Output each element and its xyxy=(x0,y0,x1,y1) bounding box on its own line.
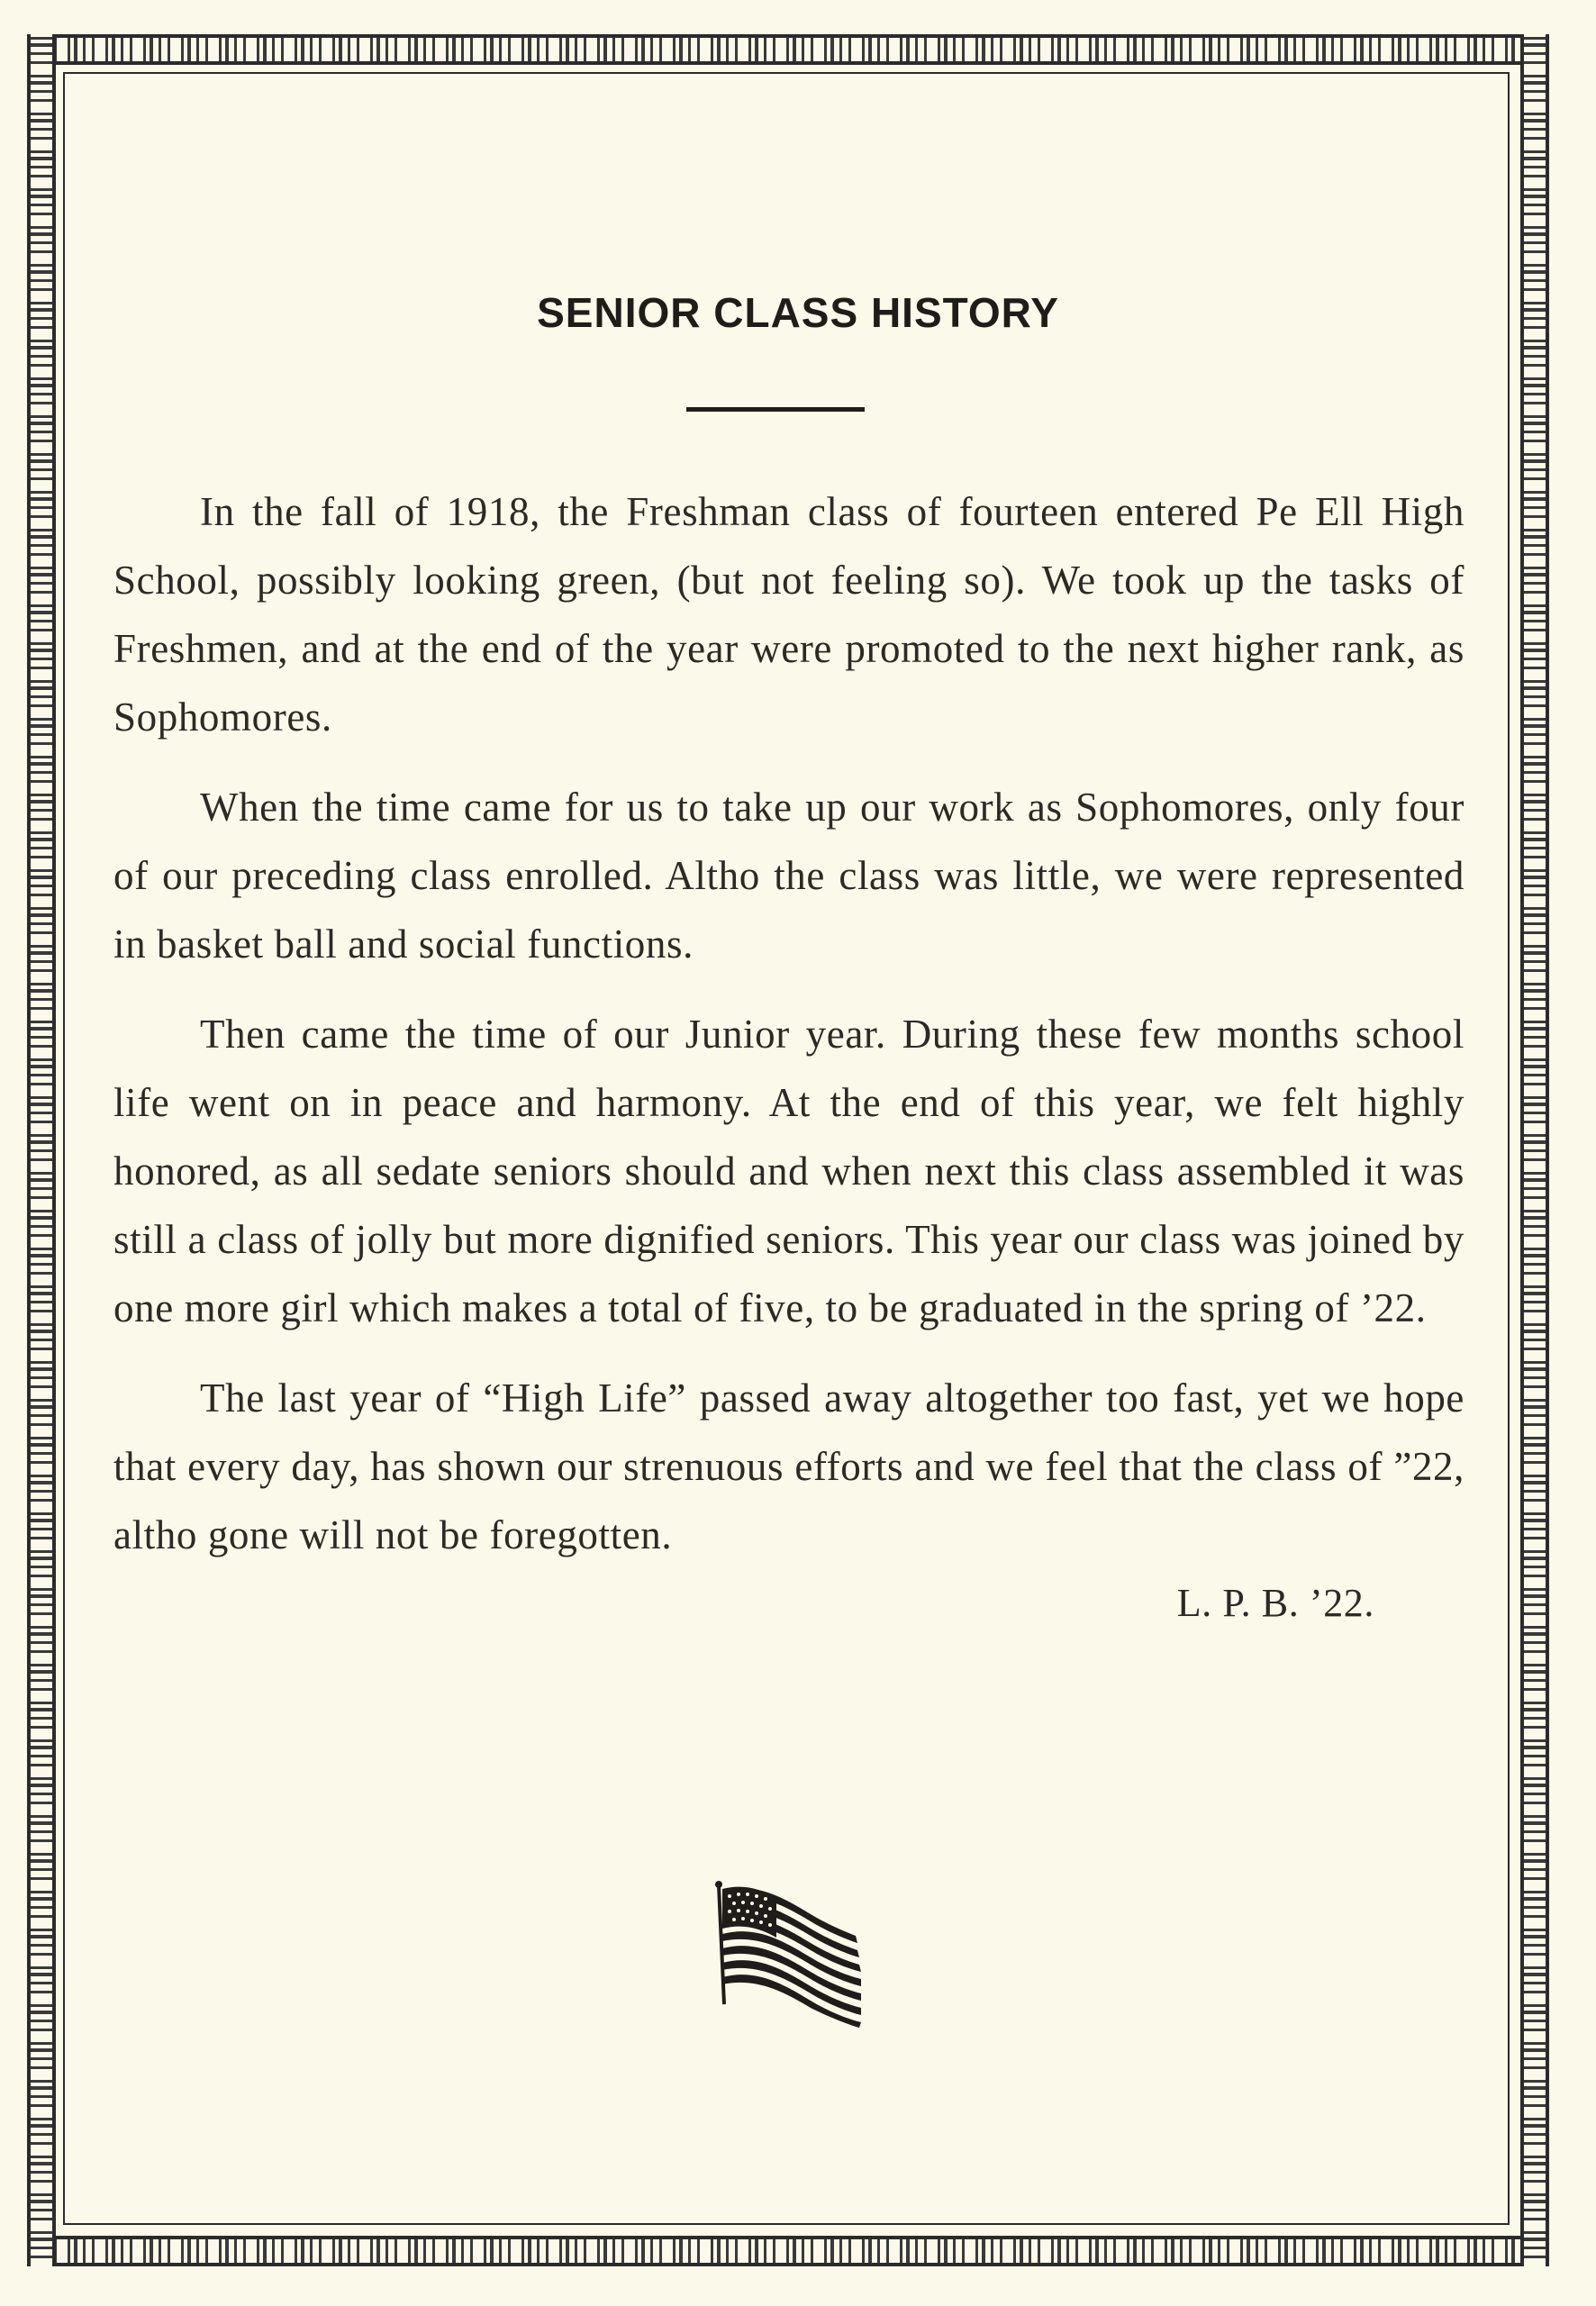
title-underline xyxy=(686,407,865,412)
paragraph-3: Then came the time of our Junior year. During these few months school life went on in peace and harmony. At the end of this year, we felt highly honored, as all sedate seniors should and when next this class assembled it was still a class of jolly but more dignified seniors. This year our class was joined by one more girl which makes a total of five, to be graduated in the spring of ’22. xyxy=(113,1012,1465,1330)
author-signature: L. P. B. ’22. xyxy=(1176,1581,1374,1625)
page-title: SENIOR CLASS HISTORY xyxy=(537,289,1059,336)
border-left xyxy=(27,34,56,2266)
paragraph-4: The last year of “High Life” passed away altogether too fast, yet we hope that every day, has shown our strenuous efforts and we feel that the class of ”22, altho gone will not be foregotten. xyxy=(113,1375,1465,1557)
border-right xyxy=(1520,34,1549,2266)
american-flag-icon xyxy=(712,1878,865,2031)
history-text xyxy=(113,477,1465,1638)
paragraph-2: When the time came for us to take up our work as Sophomores, only four of our preceding class enrolled. Altho the class was little, we were represented in basket ball and social functions. xyxy=(113,785,1465,967)
paragraph-1: In the fall of 1918, the Freshman class of fourteen entered Pe Ell High School, possibly looking green, (but not feeling so). We took up the tasks of Freshmen, and at the end of the year were promoted to the next higher rank, as Sophomores. xyxy=(113,489,1465,740)
border-bottom xyxy=(27,2236,1549,2266)
border-top xyxy=(27,34,1549,65)
